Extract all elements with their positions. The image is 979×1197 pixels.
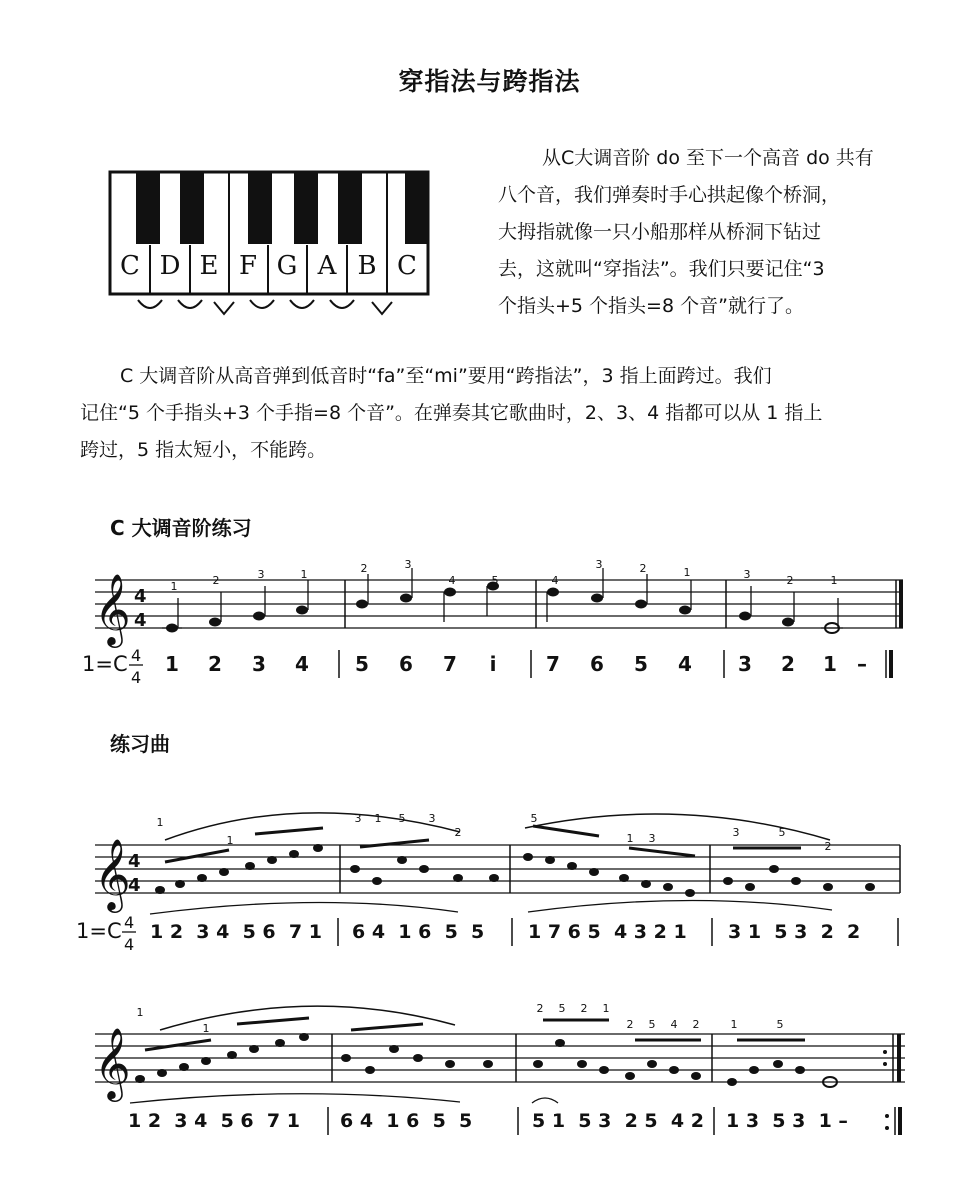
svg-text:3 1 5 3 2 2: 3 1 5 3 2 2 <box>728 921 861 943</box>
svg-text:5: 5 <box>398 812 406 825</box>
page-title: 穿指法与跨指法 <box>398 67 581 96</box>
svg-text:3: 3 <box>428 812 436 825</box>
jianpu-etude-2 <box>128 1094 900 1135</box>
svg-text:4: 4 <box>128 875 141 896</box>
note <box>296 606 308 615</box>
svg-text:–: – <box>857 652 867 676</box>
black-key <box>294 172 318 244</box>
tie <box>532 1098 558 1103</box>
note <box>635 600 647 609</box>
etude1-noteheads <box>155 844 875 897</box>
black-key <box>248 172 272 244</box>
svg-text:1: 1 <box>823 652 837 676</box>
note <box>739 612 751 621</box>
key-signature-label: 1=C <box>82 652 128 676</box>
svg-text:1: 1 <box>626 832 634 845</box>
svg-text:5: 5 <box>648 1018 656 1031</box>
svg-text:2: 2 <box>781 652 795 676</box>
slur <box>165 813 460 840</box>
svg-text:1 3 5 3 1 –: 1 3 5 3 1 – <box>726 1110 848 1132</box>
svg-text:1: 1 <box>300 568 308 581</box>
svg-text:3: 3 <box>732 826 740 839</box>
svg-text:6 4 1 6 5 5: 6 4 1 6 5 5 <box>340 1110 473 1132</box>
key-label: A <box>317 251 337 281</box>
staff-etude-1 <box>94 812 900 913</box>
svg-text:2: 2 <box>536 1002 544 1015</box>
time-sig-top: 4 <box>134 586 147 607</box>
svg-text:4: 4 <box>124 935 135 954</box>
check-mark <box>214 302 234 314</box>
finger-arc-marks <box>138 300 392 314</box>
svg-text:7: 7 <box>546 652 560 676</box>
svg-text:4: 4 <box>551 574 559 587</box>
svg-text:1: 1 <box>136 1006 144 1019</box>
note <box>209 618 221 627</box>
black-key <box>136 172 160 244</box>
key-label: E <box>199 251 219 281</box>
svg-text:1: 1 <box>165 652 179 676</box>
svg-text:1: 1 <box>830 574 838 587</box>
slur <box>130 1094 460 1103</box>
arc-mark <box>330 300 354 308</box>
etude2-noteheads <box>135 1033 805 1086</box>
note <box>356 600 368 609</box>
note <box>444 588 456 597</box>
scale-fingerings <box>171 558 838 593</box>
black-key <box>338 172 362 244</box>
jianpu-time-bottom: 4 <box>131 668 142 687</box>
svg-text:3: 3 <box>257 568 265 581</box>
svg-text:6: 6 <box>590 652 604 676</box>
svg-text:1 2 3 4 5 6 7 1: 1 2 3 4 5 6 7 1 <box>150 921 322 943</box>
body-line: 记住“5 个手指头+3 个手指=8 个音”。在弹奏其它歌曲时，2、3、4 指都可以从 1 指上 <box>80 402 823 424</box>
svg-text:2: 2 <box>208 652 222 676</box>
svg-text:2: 2 <box>692 1018 700 1031</box>
key-label: D <box>159 251 181 281</box>
svg-text:5: 5 <box>778 826 786 839</box>
svg-text:3: 3 <box>743 568 751 581</box>
svg-text:6 4 1 6 5 5: 6 4 1 6 5 5 <box>352 921 485 943</box>
svg-text:6: 6 <box>399 652 413 676</box>
svg-text:3: 3 <box>738 652 752 676</box>
svg-text:7: 7 <box>443 652 457 676</box>
time-sig-bottom: 4 <box>134 610 147 631</box>
scale-noteheads <box>162 582 794 633</box>
body-line: C 大调音阶从高音弹到低音时“fa”至“mi”要用“跨指法”，3 指上面跨过。我们 <box>120 365 772 387</box>
note <box>782 618 794 627</box>
svg-text:4: 4 <box>128 851 141 872</box>
svg-text:i: i <box>489 652 497 676</box>
note <box>547 588 559 597</box>
check-mark <box>372 302 392 314</box>
svg-text:2: 2 <box>580 1002 588 1015</box>
svg-text:3: 3 <box>252 652 266 676</box>
svg-text:1: 1 <box>602 1002 610 1015</box>
intro-line: 个指头+5 个指头=8 个音”就行了。 <box>498 295 804 317</box>
svg-text:4: 4 <box>678 652 692 676</box>
section-title-etude: 练习曲 <box>110 732 170 756</box>
svg-text:5: 5 <box>634 652 648 676</box>
svg-text:1: 1 <box>226 834 234 847</box>
svg-text:3: 3 <box>404 558 412 571</box>
arc-mark <box>178 300 202 308</box>
svg-text:4: 4 <box>295 652 309 676</box>
svg-text:2: 2 <box>360 562 368 575</box>
key-label: F <box>238 251 258 281</box>
piano-keyboard-illustration <box>110 172 428 314</box>
svg-text:5: 5 <box>558 1002 566 1015</box>
svg-text:5 1 5 3 2 5 4 2: 5 1 5 3 2 5 4 2 <box>532 1110 704 1132</box>
svg-text:5: 5 <box>491 574 499 587</box>
svg-text:3: 3 <box>595 558 603 571</box>
svg-text:2: 2 <box>212 574 220 587</box>
black-key <box>405 172 427 244</box>
treble-clef-icon: 𝄞 <box>94 572 131 645</box>
key-label: G <box>276 251 298 281</box>
staff-scale <box>94 558 903 648</box>
svg-text:2: 2 <box>454 826 462 839</box>
arc-mark <box>250 300 274 308</box>
svg-text:1=C: 1=C <box>76 919 122 943</box>
treble-clef-icon: 𝄞 <box>94 837 131 910</box>
svg-text:5: 5 <box>530 812 538 825</box>
svg-text:1: 1 <box>730 1018 738 1031</box>
key-label: B <box>357 251 377 281</box>
svg-text:3: 3 <box>648 832 656 845</box>
intro-line: 大拇指就像一只小船那样从桥洞下钻过 <box>498 221 822 243</box>
note-stems <box>178 568 838 628</box>
svg-text:1 2 3 4 5 6 7 1: 1 2 3 4 5 6 7 1 <box>128 1110 300 1132</box>
arc-mark <box>138 300 162 308</box>
jianpu-time-top: 4 <box>131 646 142 665</box>
key-label: C <box>120 251 140 281</box>
body-line: 跨过，5 指太短小，不能跨。 <box>80 439 327 461</box>
note <box>679 606 691 615</box>
svg-text:3: 3 <box>354 812 362 825</box>
intro-line: 八个音，我们弹奏时手心拱起像个桥洞， <box>498 184 841 206</box>
intro-line: 去，这就叫“穿指法”。我们只要记住“3 <box>498 258 825 280</box>
svg-text:2: 2 <box>626 1018 634 1031</box>
arc-mark <box>290 300 314 308</box>
black-key <box>180 172 204 244</box>
svg-text:1: 1 <box>683 566 691 579</box>
key-label: C <box>397 251 417 281</box>
svg-text:1: 1 <box>170 580 178 593</box>
svg-text:4: 4 <box>670 1018 678 1031</box>
black-keys <box>136 172 427 244</box>
svg-text:5: 5 <box>776 1018 784 1031</box>
svg-text:5: 5 <box>355 652 369 676</box>
svg-text:1 7 6 5 4 3 2 1: 1 7 6 5 4 3 2 1 <box>528 921 687 943</box>
staff-etude-2 <box>94 1002 905 1102</box>
svg-text:4: 4 <box>448 574 456 587</box>
svg-text:1: 1 <box>374 812 382 825</box>
note <box>253 612 265 621</box>
slur <box>150 902 458 914</box>
svg-text:4: 4 <box>124 913 135 932</box>
section-title-scale: C 大调音阶练习 <box>110 516 252 540</box>
svg-text:1: 1 <box>202 1022 210 1035</box>
svg-text:2: 2 <box>786 574 794 587</box>
intro-line: 从C大调音阶 do 至下一个高音 do 共有 <box>542 147 874 169</box>
slur <box>528 900 832 912</box>
svg-text:1: 1 <box>156 816 164 829</box>
svg-text:2: 2 <box>639 562 647 575</box>
jianpu-scale <box>82 646 891 687</box>
note <box>400 594 412 603</box>
note <box>591 594 603 603</box>
jianpu-etude-1 <box>76 900 898 954</box>
treble-clef-icon: 𝄞 <box>94 1026 131 1099</box>
svg-text:2: 2 <box>824 840 832 853</box>
